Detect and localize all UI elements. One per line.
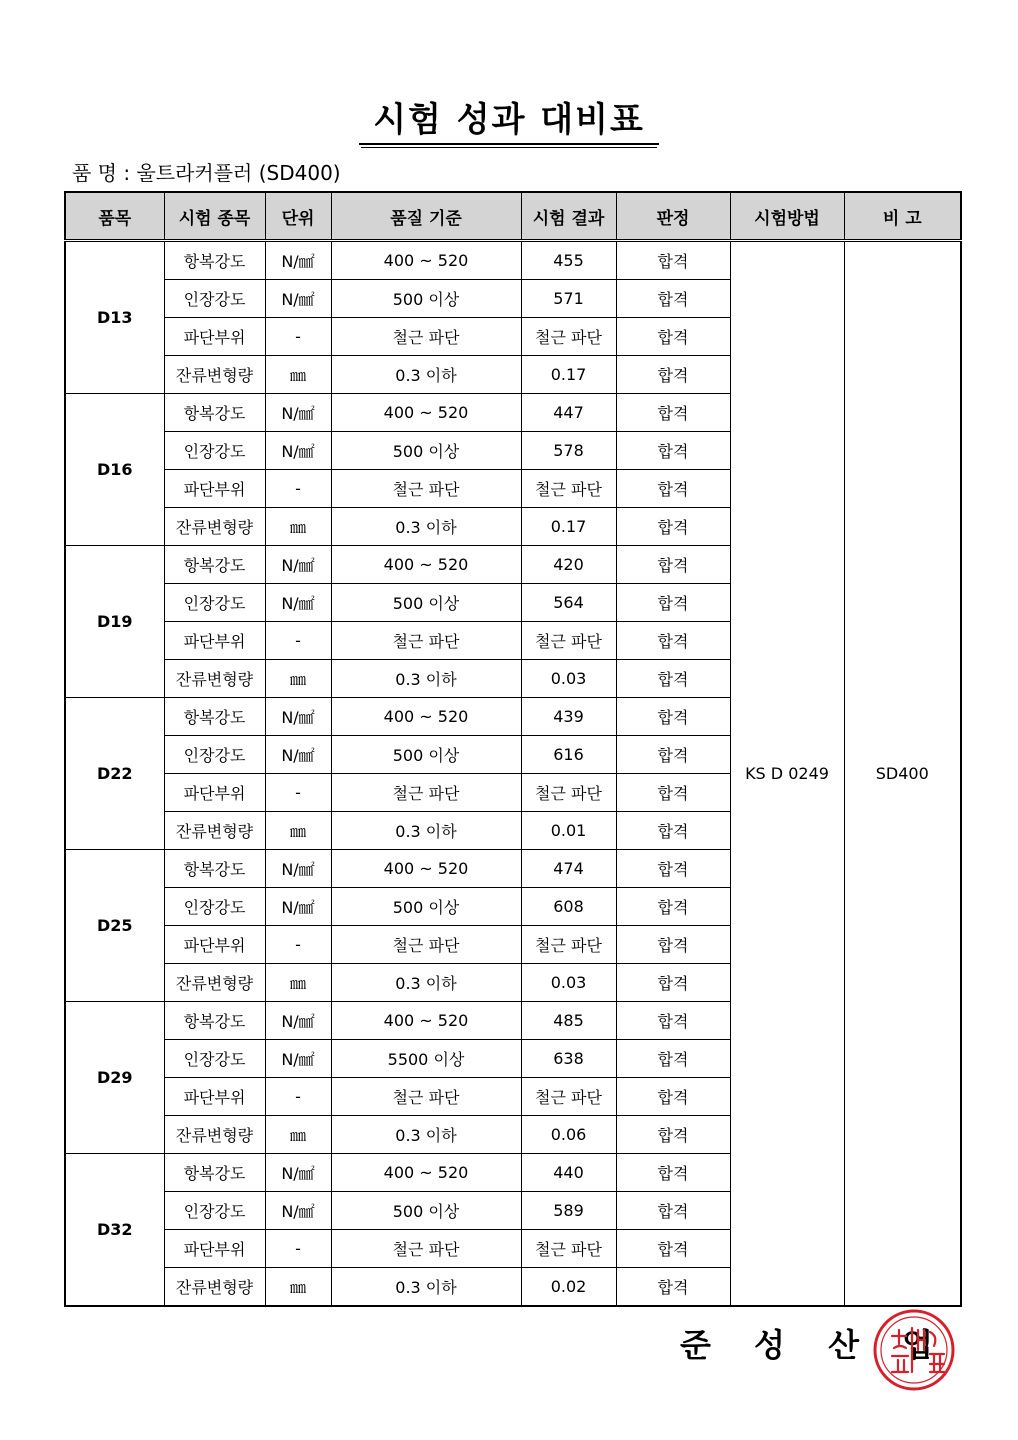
- judgment-cell: 합격: [616, 926, 730, 964]
- judgment-cell: 합격: [616, 1116, 730, 1154]
- test-cell: 항복강도: [164, 850, 265, 888]
- judgment-cell: 합격: [616, 280, 730, 318]
- result-cell: 철근 파단: [521, 774, 616, 812]
- result-cell: 571: [521, 280, 616, 318]
- title-text: 시험 성과 대비표: [359, 92, 659, 145]
- unit-cell: ㎜: [265, 356, 331, 394]
- standard-cell: 0.3 이하: [331, 508, 521, 546]
- unit-cell: ㎜: [265, 1268, 331, 1307]
- standard-cell: 0.3 이하: [331, 356, 521, 394]
- test-cell: 인장강도: [164, 280, 265, 318]
- standard-cell: 0.3 이하: [331, 1268, 521, 1307]
- standard-cell: 400 ~ 520: [331, 698, 521, 736]
- result-cell: 철근 파단: [521, 318, 616, 356]
- judgment-cell: 합격: [616, 1078, 730, 1116]
- judgment-cell: 합격: [616, 660, 730, 698]
- test-cell: 잔류변형량: [164, 508, 265, 546]
- test-cell: 잔류변형량: [164, 812, 265, 850]
- standard-cell: 500 이상: [331, 584, 521, 622]
- judgment-cell: 합격: [616, 432, 730, 470]
- test-cell: 항복강도: [164, 394, 265, 432]
- test-cell: 잔류변형량: [164, 1268, 265, 1307]
- test-cell: 파단부위: [164, 1078, 265, 1116]
- test-cell: 인장강도: [164, 1192, 265, 1230]
- result-cell: 455: [521, 241, 616, 280]
- test-cell: 항복강도: [164, 698, 265, 736]
- header-item: 품목: [65, 192, 164, 241]
- result-cell: 420: [521, 546, 616, 584]
- unit-cell: -: [265, 318, 331, 356]
- judgment-cell: 합격: [616, 584, 730, 622]
- test-cell: 항복강도: [164, 1154, 265, 1192]
- unit-cell: N/㎟: [265, 1040, 331, 1078]
- header-standard: 품질 기준: [331, 192, 521, 241]
- unit-cell: -: [265, 774, 331, 812]
- test-cell: 항복강도: [164, 546, 265, 584]
- item-cell: D19: [65, 546, 164, 698]
- test-cell: 파단부위: [164, 470, 265, 508]
- standard-cell: 400 ~ 520: [331, 1002, 521, 1040]
- table-row: [65, 241, 961, 280]
- unit-cell: -: [265, 1078, 331, 1116]
- unit-cell: -: [265, 622, 331, 660]
- test-cell: 인장강도: [164, 432, 265, 470]
- unit-cell: N/㎟: [265, 1192, 331, 1230]
- result-cell: 0.06: [521, 1116, 616, 1154]
- result-cell: 철근 파단: [521, 470, 616, 508]
- result-cell: 440: [521, 1154, 616, 1192]
- judgment-cell: 합격: [616, 812, 730, 850]
- result-cell: 철근 파단: [521, 622, 616, 660]
- header-method: 시험방법: [730, 192, 844, 241]
- judgment-cell: 합격: [616, 888, 730, 926]
- unit-cell: N/㎟: [265, 1002, 331, 1040]
- standard-cell: 철근 파단: [331, 1230, 521, 1268]
- standard-cell: 500 이상: [331, 1192, 521, 1230]
- header-result: 시험 결과: [521, 192, 616, 241]
- standard-cell: 5500 이상: [331, 1040, 521, 1078]
- result-cell: 0.03: [521, 964, 616, 1002]
- unit-cell: N/㎟: [265, 394, 331, 432]
- table-header-row: [65, 192, 961, 241]
- result-cell: 608: [521, 888, 616, 926]
- unit-cell: -: [265, 1230, 331, 1268]
- unit-cell: -: [265, 470, 331, 508]
- standard-cell: 철근 파단: [331, 1078, 521, 1116]
- test-cell: 항복강도: [164, 1002, 265, 1040]
- test-cell: 파단부위: [164, 318, 265, 356]
- company-seal-icon: [872, 1308, 956, 1392]
- test-cell: 인장강도: [164, 736, 265, 774]
- result-cell: 578: [521, 432, 616, 470]
- standard-cell: 500 이상: [331, 280, 521, 318]
- unit-cell: N/㎟: [265, 736, 331, 774]
- result-cell: 철근 파단: [521, 926, 616, 964]
- result-cell: 447: [521, 394, 616, 432]
- unit-cell: N/㎟: [265, 888, 331, 926]
- judgment-cell: 합격: [616, 356, 730, 394]
- judgment-cell: 합격: [616, 470, 730, 508]
- standard-cell: 500 이상: [331, 736, 521, 774]
- result-cell: 474: [521, 850, 616, 888]
- item-cell: D29: [65, 1002, 164, 1154]
- test-cell: 인장강도: [164, 1040, 265, 1078]
- result-cell: 0.01: [521, 812, 616, 850]
- item-cell: D22: [65, 698, 164, 850]
- result-cell: 0.02: [521, 1268, 616, 1307]
- test-cell: 잔류변형량: [164, 660, 265, 698]
- test-cell: 파단부위: [164, 622, 265, 660]
- item-cell: D32: [65, 1154, 164, 1307]
- unit-cell: N/㎟: [265, 280, 331, 318]
- judgment-cell: 합격: [616, 1040, 730, 1078]
- unit-cell: N/㎟: [265, 850, 331, 888]
- result-cell: 0.17: [521, 508, 616, 546]
- judgment-cell: 합격: [616, 850, 730, 888]
- standard-cell: 500 이상: [331, 888, 521, 926]
- judgment-cell: 합격: [616, 1192, 730, 1230]
- header-remark: 비 고: [844, 192, 961, 241]
- judgment-cell: 합격: [616, 1002, 730, 1040]
- unit-cell: N/㎟: [265, 432, 331, 470]
- results-table: [64, 191, 962, 1307]
- result-cell: 439: [521, 698, 616, 736]
- test-cell: 인장강도: [164, 888, 265, 926]
- judgment-cell: 합격: [616, 546, 730, 584]
- judgment-cell: 합격: [616, 241, 730, 280]
- table-body: [65, 241, 961, 1307]
- result-cell: 0.03: [521, 660, 616, 698]
- judgment-cell: 합격: [616, 394, 730, 432]
- judgment-cell: 합격: [616, 964, 730, 1002]
- remark-cell: SD400: [844, 241, 961, 1307]
- standard-cell: 철근 파단: [331, 470, 521, 508]
- header-judgment: 판정: [616, 192, 730, 241]
- standard-cell: 400 ~ 520: [331, 1154, 521, 1192]
- unit-cell: N/㎟: [265, 698, 331, 736]
- test-cell: 인장강도: [164, 584, 265, 622]
- item-cell: D16: [65, 394, 164, 546]
- header-test: 시험 종목: [164, 192, 265, 241]
- product-name: 품 명 : 울트라커플러 (SD400): [72, 161, 341, 185]
- item-cell: D25: [65, 850, 164, 1002]
- standard-cell: 500 이상: [331, 432, 521, 470]
- judgment-cell: 합격: [616, 1230, 730, 1268]
- item-cell: D13: [65, 241, 164, 394]
- unit-cell: -: [265, 926, 331, 964]
- judgment-cell: 합격: [616, 774, 730, 812]
- standard-cell: 0.3 이하: [331, 964, 521, 1002]
- result-cell: 철근 파단: [521, 1230, 616, 1268]
- test-cell: 잔류변형량: [164, 964, 265, 1002]
- method-cell: KS D 0249: [730, 241, 844, 1307]
- unit-cell: N/㎟: [265, 241, 331, 280]
- unit-cell: ㎜: [265, 1116, 331, 1154]
- unit-cell: N/㎟: [265, 584, 331, 622]
- judgment-cell: 합격: [616, 318, 730, 356]
- judgment-cell: 합격: [616, 508, 730, 546]
- page-title: [0, 92, 1018, 145]
- test-cell: 파단부위: [164, 1230, 265, 1268]
- standard-cell: 400 ~ 520: [331, 546, 521, 584]
- judgment-cell: 합격: [616, 622, 730, 660]
- result-cell: 485: [521, 1002, 616, 1040]
- standard-cell: 0.3 이하: [331, 1116, 521, 1154]
- test-cell: 잔류변형량: [164, 1116, 265, 1154]
- standard-cell: 400 ~ 520: [331, 850, 521, 888]
- test-cell: 파단부위: [164, 926, 265, 964]
- standard-cell: 400 ~ 520: [331, 394, 521, 432]
- unit-cell: ㎜: [265, 508, 331, 546]
- test-cell: 잔류변형량: [164, 356, 265, 394]
- company-name: 준 성 산 업: [680, 1326, 950, 1364]
- judgment-cell: 합격: [616, 698, 730, 736]
- result-cell: 616: [521, 736, 616, 774]
- test-cell: 항복강도: [164, 241, 265, 280]
- judgment-cell: 합격: [616, 736, 730, 774]
- standard-cell: 철근 파단: [331, 318, 521, 356]
- unit-cell: ㎜: [265, 812, 331, 850]
- standard-cell: 0.3 이하: [331, 812, 521, 850]
- standard-cell: 0.3 이하: [331, 660, 521, 698]
- standard-cell: 400 ~ 520: [331, 241, 521, 280]
- standard-cell: 철근 파단: [331, 622, 521, 660]
- judgment-cell: 합격: [616, 1154, 730, 1192]
- unit-cell: ㎜: [265, 964, 331, 1002]
- result-cell: 589: [521, 1192, 616, 1230]
- result-cell: 철근 파단: [521, 1078, 616, 1116]
- unit-cell: ㎜: [265, 660, 331, 698]
- standard-cell: 철근 파단: [331, 774, 521, 812]
- unit-cell: N/㎟: [265, 546, 331, 584]
- judgment-cell: 합격: [616, 1268, 730, 1307]
- result-cell: 0.17: [521, 356, 616, 394]
- header-unit: 단위: [265, 192, 331, 241]
- result-cell: 638: [521, 1040, 616, 1078]
- standard-cell: 철근 파단: [331, 926, 521, 964]
- result-cell: 564: [521, 584, 616, 622]
- unit-cell: N/㎟: [265, 1154, 331, 1192]
- test-cell: 파단부위: [164, 774, 265, 812]
